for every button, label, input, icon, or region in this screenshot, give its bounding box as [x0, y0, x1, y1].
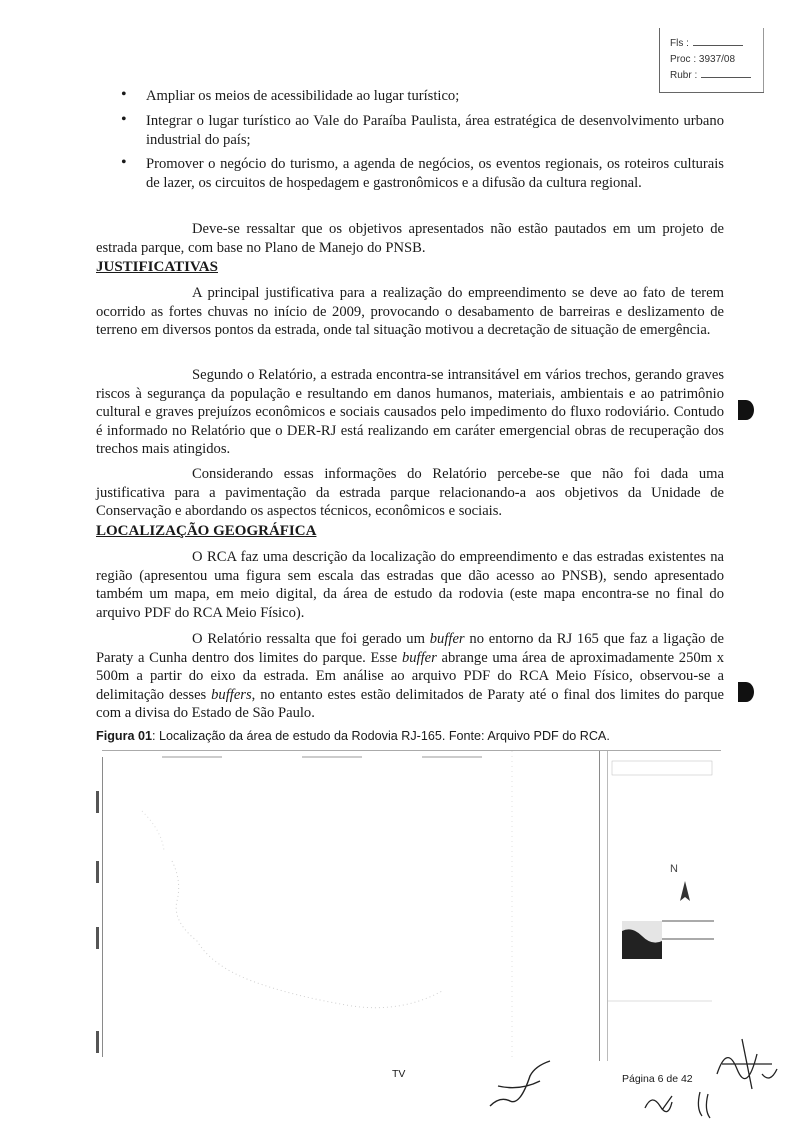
justificativas-paragraph-2: Segundo o Relatório, a estrada encontra-se intransitável em vários trechos, gerando graves riscos à segurança da população e resultando em danos humanos, materiais, ambientais e ao patrimônio cultural e graves prejuízos econômicos e sociais causados pelo impedimento do fluxo rodoviário. Contudo é informado no Relatório que o DER-RJ está realizando em caráter emergencial obras de recuperação dos trechos mais atingidos. [96, 367, 724, 458]
localizacao-p1-text: O RCA faz uma descrição da localização do empreendimento e das estradas existentes na região (apresentou uma figura sem escala das estradas que dão acesso ao PNSB), sendo apresentado também um mapa, em meio digital, da área de estudo da rodovia (este mapa encontra-se no final do arquivo PDF do RCA Meio Físico). [96, 549, 724, 621]
p2-text-b: no entorno da RJ 165 que faz a ligação de Paraty a Cunha dentro dos limites do parque. Esse [96, 631, 725, 666]
binder-hole-mark [738, 400, 754, 420]
bullet-item-2: Integrar o lugar turístico ao Vale do Paraíba Paulista, área estratégica de desenvolvimento urbano industrial do país; [146, 113, 724, 148]
signature-mark [480, 1056, 560, 1112]
figure-caption-text: : Localização da área de estudo da Rodovia RJ-165. Fonte: Arquivo PDF do RCA. [152, 729, 610, 743]
bullet-icon: • [121, 154, 127, 171]
localizacao-paragraph-2 [96, 630, 724, 723]
bullet-icon: • [121, 111, 127, 128]
map-north-label: N [670, 863, 678, 875]
heading-justificativas: JUSTIFICATIVAS [96, 259, 218, 275]
figure-caption [96, 729, 610, 743]
p2-text-a: O Relatório ressalta que foi gerado um [192, 631, 430, 647]
bullet-icon: • [121, 86, 127, 103]
p2-text-d: , no entanto estes estão delimitados de Paraty até o final dos limites do parque com a divisa do Estado de São Paulo. [96, 686, 724, 722]
bullet-item-3: Promover o negócio do turismo, a agenda de negócios, os eventos regionais, os roteiros culturais de lazer, os circuitos de hospedagem e gastronômicos e a difusão da cultura regional. [146, 156, 724, 191]
initials-mark [712, 1034, 782, 1094]
bullet-item-1: Ampliar os meios de acessibilidade ao lugar turístico; [146, 88, 460, 104]
figure-label: Figura 01 [96, 729, 152, 743]
binder-hole-mark [738, 682, 754, 702]
location-map [102, 750, 721, 1061]
stamp-proc-value: 3937/08 [698, 54, 736, 65]
stamp-proc-label: Proc : [670, 54, 697, 65]
map-drawing [102, 751, 721, 1061]
page-number: Página 6 de 42 [622, 1073, 693, 1085]
stamp-rubr-label: Rubr : [670, 70, 698, 81]
stamp-proc-row [670, 54, 735, 65]
p2-buffer-term: buffer [429, 631, 465, 647]
stamp-fls-row [670, 38, 743, 49]
justificativas-paragraph-1: A principal justificativa para a realização do empreendimento se deve ao fato de terem ocorrido as fortes chuvas no início de 2009, provocando o desabamento de barreiras e deslizamento de terreno em diversos pontos da estrada, onde tal situação motivou a decretação de situação de emergência. [96, 285, 724, 339]
footer-center-text: TV [392, 1068, 406, 1080]
p2-buffer-term: buffer [401, 649, 437, 666]
objectives-note: Deve-se ressaltar que os objetivos apresentados não estão pautados em um projeto de estrada parque, com base no Plano de Manejo do PNSB. [96, 221, 724, 256]
protocol-stamp [659, 28, 764, 93]
heading-localizacao: LOCALIZAÇÃO GEOGRÁFICA [96, 523, 317, 539]
north-arrow-icon [680, 881, 690, 901]
justificativas-paragraph-3: Considerando essas informações do Relatório percebe-se que não foi dada uma justificativa para a pavimentação da estrada parque relacionando-a aos objetivos da Unidade de Conservação e abordando os aspectos técnicos, econômicos e sociais. [96, 466, 724, 520]
p2-buffers-term: buffers [211, 686, 252, 703]
p2-text-c: abrange uma área de aproximadamente 250m x 500m a partir do eixo da estrada. Em análise ao arquivo PDF do RCA Meio Físico, observou-se a delimitação desses [96, 649, 725, 703]
stamp-fls-label: Fls : [670, 38, 689, 49]
rubric-mark [640, 1088, 720, 1120]
localizacao-paragraph-1 [96, 548, 724, 622]
stamp-rubr-row [670, 70, 751, 81]
